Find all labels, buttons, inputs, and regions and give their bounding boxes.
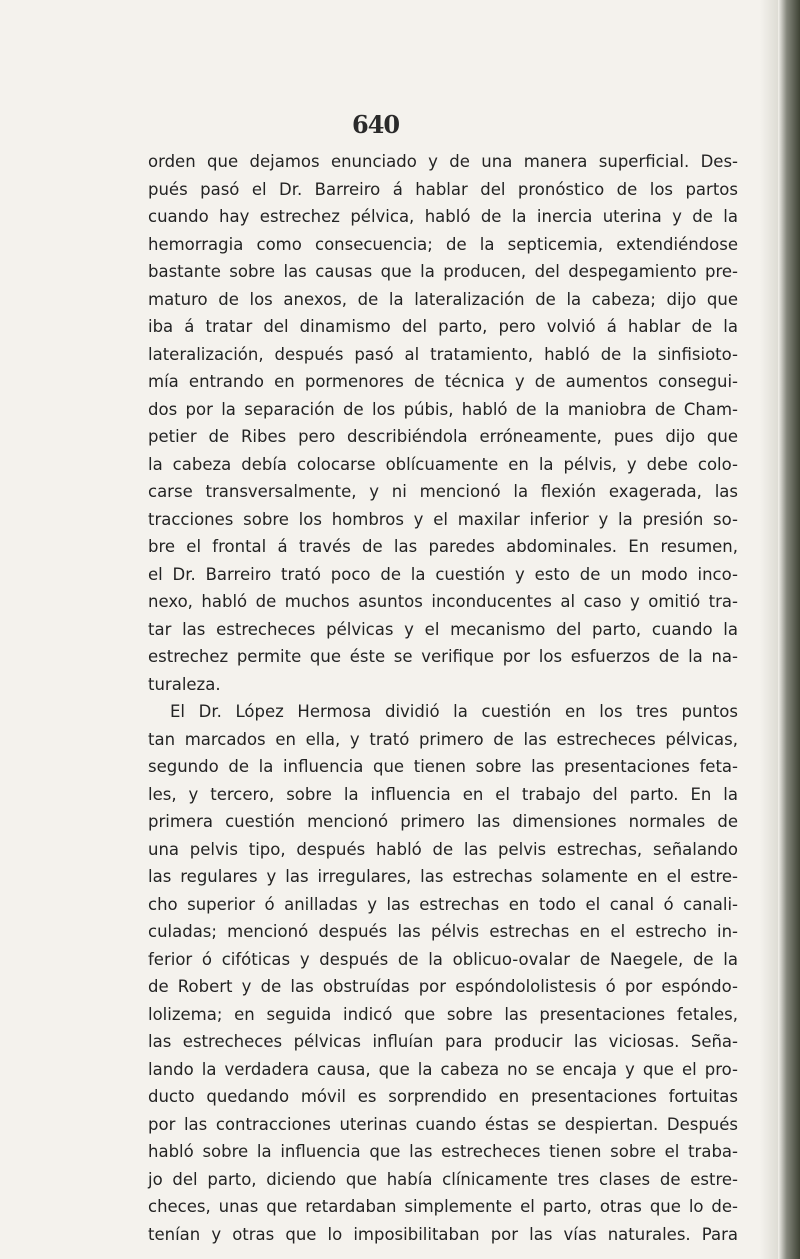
- text-line: las estrecheces pélvicas influían para producir las viciosas. Seña-: [148, 1032, 738, 1051]
- text-line: hemorragia como consecuencia; de la septicemia, extendiéndose: [148, 234, 738, 254]
- text-line: bastante sobre las causas que la producen, del despegamiento pre-: [148, 262, 738, 281]
- text-line: por las contracciones uterinas cuando éstas se despiertan. Después: [148, 1114, 738, 1134]
- text-line: culadas; mencionó después las pélvis estrechas en el estrecho in-: [148, 922, 738, 941]
- text-line: cho superior ó anilladas y las estrechas en todo el canal ó canali-: [148, 894, 738, 914]
- text-line: segundo de la influencia que tienen sobre las presentaciones feta-: [148, 757, 738, 776]
- text-line: carse transversalmente, y ni mencionó la flexión exagerada, las: [148, 482, 738, 501]
- text-line: lando la verdadera causa, que la cabeza no se encaja y que el pro-: [148, 1059, 738, 1079]
- text-line: tar las estrecheces pélvicas y el mecanismo del parto, cuando la: [148, 619, 738, 639]
- text-line: ducto quedando móvil es sorprendido en presentaciones fortuitas: [148, 1087, 738, 1106]
- text-line: jo del parto, diciendo que había clínicamente tres clases de estre-: [148, 1169, 738, 1189]
- text-line: petier de Ribes pero describiéndola erróneamente, pues dijo que: [148, 427, 738, 446]
- text-line: bre el frontal á través de las paredes abdominales. En resumen,: [148, 537, 738, 556]
- paragraph-end-line: turaleza.: [148, 674, 221, 694]
- text-line: la cabeza debía colocarse oblícuamente en la pélvis, y debe colo-: [148, 454, 738, 474]
- page-number: 640: [352, 110, 400, 139]
- text-line: lolizema; en seguida indicó que sobre las presentaciones fetales,: [148, 1004, 738, 1024]
- paragraph-start-line: El Dr. López Hermosa dividió la cuestión en los tres puntos: [170, 702, 738, 721]
- body-text: [148, 148, 738, 1248]
- text-line: maturo de los anexos, de la lateralización de la cabeza; dijo que: [148, 289, 738, 309]
- text-line: checes, unas que retardaban simplemente el parto, otras que lo de-: [148, 1197, 738, 1216]
- book-binding-edge: [778, 0, 800, 1259]
- text-line: orden que dejamos enunciado y de una manera superficial. Des-: [148, 152, 738, 171]
- text-line: el Dr. Barreiro trató poco de la cuestión y esto de un modo inco-: [148, 564, 738, 584]
- text-line: estrechez permite que éste se verifique por los esfuerzos de la na-: [148, 647, 738, 666]
- text-line: lateralización, después pasó al tratamiento, habló de la sinfisioto-: [148, 344, 738, 364]
- text-line: pués pasó el Dr. Barreiro á hablar del pronóstico de los partos: [148, 179, 738, 199]
- text-line: primera cuestión mencionó primero las dimensiones normales de: [148, 812, 738, 831]
- page-edge-shading: [760, 0, 778, 1259]
- text-line: las regulares y las irregulares, las estrechas solamente en el estre-: [148, 867, 738, 886]
- text-line: habló sobre la influencia que las estrecheces tienen sobre el traba-: [148, 1142, 738, 1161]
- text-line: ferior ó cifóticas y después de la oblicuo-ovalar de Naegele, de la: [148, 949, 738, 969]
- text-line: dos por la separación de los púbis, habló de la maniobra de Cham-: [148, 399, 738, 419]
- text-line: tenían y otras que lo imposibilitaban por las vías naturales. Para: [148, 1224, 738, 1244]
- text-line: de Robert y de las obstruídas por espóndololistesis ó por espóndo-: [148, 977, 738, 996]
- text-line: mía entrando en pormenores de técnica y de aumentos consegui-: [148, 372, 738, 391]
- text-line: tracciones sobre los hombros y el maxilar inferior y la presión so-: [148, 509, 738, 529]
- text-line: cuando hay estrechez pélvica, habló de la inercia uterina y de la: [148, 207, 738, 226]
- text-line: iba á tratar del dinamismo del parto, pero volvió á hablar de la: [148, 317, 738, 336]
- text-line: tan marcados en ella, y trató primero de las estrecheces pélvicas,: [148, 729, 738, 749]
- text-line: una pelvis tipo, después habló de las pelvis estrechas, señalando: [148, 839, 738, 859]
- text-line: nexo, habló de muchos asuntos inconducentes al caso y omitió tra-: [148, 592, 738, 611]
- text-line: les, y tercero, sobre la influencia en el trabajo del parto. En la: [148, 784, 738, 804]
